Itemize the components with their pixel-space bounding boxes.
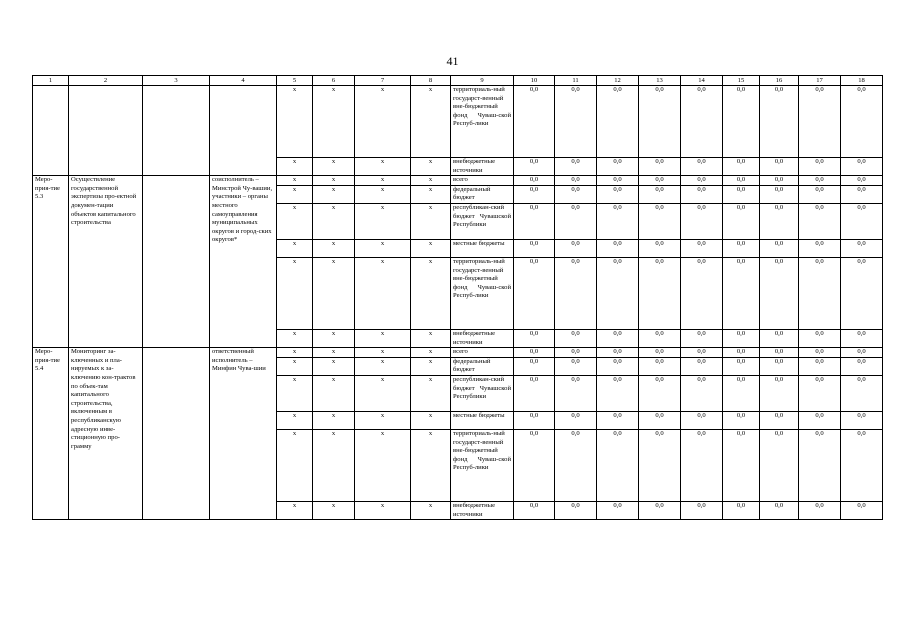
value-cell: 0,0 <box>841 329 883 347</box>
measure-name: Осуществление государственной экспертизы про-ектной докумен-тации объектов капитального строительства <box>69 176 143 348</box>
value-cell: 0,0 <box>723 375 760 411</box>
value-cell: 0,0 <box>639 375 681 411</box>
value-cell: 0,0 <box>514 329 555 347</box>
column-number-8: 8 <box>411 76 451 86</box>
x-cell: х <box>313 501 355 519</box>
value-cell: 0,0 <box>597 86 639 158</box>
x-cell: х <box>277 203 313 239</box>
empty-cell <box>143 86 210 176</box>
column-number-13: 13 <box>639 76 681 86</box>
value-cell: 0,0 <box>799 357 841 375</box>
value-cell: 0,0 <box>799 158 841 176</box>
value-cell: 0,0 <box>597 185 639 203</box>
column-number-1: 1 <box>33 76 69 86</box>
value-cell: 0,0 <box>760 375 799 411</box>
value-cell: 0,0 <box>681 86 723 158</box>
x-cell: х <box>411 329 451 347</box>
column-number-18: 18 <box>841 76 883 86</box>
value-cell: 0,0 <box>760 176 799 186</box>
column-number-6: 6 <box>313 76 355 86</box>
responsible-executor: ответственный исполнитель – Минфин Чува-шии <box>210 348 277 520</box>
value-cell: 0,0 <box>597 429 639 501</box>
x-cell: х <box>313 411 355 429</box>
funding-source: республикан-ский бюджет Чувашской Республики <box>451 375 514 411</box>
value-cell: 0,0 <box>799 501 841 519</box>
x-cell: х <box>277 429 313 501</box>
x-cell: х <box>355 86 411 158</box>
value-cell: 0,0 <box>841 429 883 501</box>
value-cell: 0,0 <box>514 429 555 501</box>
x-cell: х <box>277 257 313 329</box>
value-cell: 0,0 <box>555 357 597 375</box>
value-cell: 0,0 <box>681 375 723 411</box>
x-cell: х <box>355 257 411 329</box>
column-number-12: 12 <box>597 76 639 86</box>
value-cell: 0,0 <box>514 203 555 239</box>
x-cell: х <box>411 86 451 158</box>
value-cell: 0,0 <box>760 357 799 375</box>
x-cell: х <box>411 176 451 186</box>
value-cell: 0,0 <box>555 257 597 329</box>
value-cell: 0,0 <box>639 185 681 203</box>
value-cell: 0,0 <box>760 411 799 429</box>
column-number-14: 14 <box>681 76 723 86</box>
value-cell: 0,0 <box>639 203 681 239</box>
x-cell: х <box>411 375 451 411</box>
value-cell: 0,0 <box>799 375 841 411</box>
table-row <box>33 176 883 186</box>
value-cell: 0,0 <box>799 203 841 239</box>
value-cell: 0,0 <box>514 501 555 519</box>
value-cell: 0,0 <box>760 239 799 257</box>
value-cell: 0,0 <box>799 329 841 347</box>
x-cell: х <box>313 375 355 411</box>
value-cell: 0,0 <box>799 411 841 429</box>
column-number-row <box>33 76 883 86</box>
x-cell: х <box>277 86 313 158</box>
value-cell: 0,0 <box>723 158 760 176</box>
x-cell: х <box>277 185 313 203</box>
value-cell: 0,0 <box>639 429 681 501</box>
value-cell: 0,0 <box>597 348 639 358</box>
value-cell: 0,0 <box>639 158 681 176</box>
value-cell: 0,0 <box>555 411 597 429</box>
funding-source: всего <box>451 176 514 186</box>
value-cell: 0,0 <box>555 375 597 411</box>
value-cell: 0,0 <box>799 348 841 358</box>
x-cell: х <box>277 329 313 347</box>
value-cell: 0,0 <box>681 429 723 501</box>
value-cell: 0,0 <box>555 176 597 186</box>
value-cell: 0,0 <box>639 257 681 329</box>
x-cell: х <box>277 239 313 257</box>
column-number-9: 9 <box>451 76 514 86</box>
column-number-16: 16 <box>760 76 799 86</box>
value-cell: 0,0 <box>760 257 799 329</box>
x-cell: х <box>355 411 411 429</box>
x-cell: х <box>313 348 355 358</box>
value-cell: 0,0 <box>760 185 799 203</box>
value-cell: 0,0 <box>799 257 841 329</box>
column-number-4: 4 <box>210 76 277 86</box>
funding-source: федеральный бюджет <box>451 185 514 203</box>
x-cell: х <box>411 348 451 358</box>
value-cell: 0,0 <box>841 501 883 519</box>
value-cell: 0,0 <box>760 501 799 519</box>
value-cell: 0,0 <box>799 176 841 186</box>
value-cell: 0,0 <box>597 239 639 257</box>
value-cell: 0,0 <box>639 348 681 358</box>
value-cell: 0,0 <box>681 411 723 429</box>
funding-source: всего <box>451 348 514 358</box>
value-cell: 0,0 <box>841 239 883 257</box>
x-cell: х <box>355 158 411 176</box>
value-cell: 0,0 <box>597 257 639 329</box>
value-cell: 0,0 <box>760 203 799 239</box>
value-cell: 0,0 <box>723 203 760 239</box>
x-cell: х <box>313 239 355 257</box>
x-cell: х <box>411 185 451 203</box>
x-cell: х <box>313 203 355 239</box>
value-cell: 0,0 <box>723 257 760 329</box>
value-cell: 0,0 <box>681 203 723 239</box>
value-cell: 0,0 <box>723 86 760 158</box>
column-number-7: 7 <box>355 76 411 86</box>
table-row <box>33 348 883 358</box>
value-cell: 0,0 <box>555 329 597 347</box>
funding-source: территориаль-ный государст-венный вне-бюджетный фонд Чуваш-ской Респуб-лики <box>451 257 514 329</box>
value-cell: 0,0 <box>841 357 883 375</box>
empty-cell <box>33 86 69 176</box>
x-cell: х <box>411 158 451 176</box>
value-cell: 0,0 <box>760 429 799 501</box>
value-cell: 0,0 <box>799 86 841 158</box>
column-number-15: 15 <box>723 76 760 86</box>
funding-source: территориаль-ный государст-венный вне-бюджетный фонд Чуваш-ской Респуб-лики <box>451 429 514 501</box>
value-cell: 0,0 <box>555 239 597 257</box>
value-cell: 0,0 <box>799 185 841 203</box>
value-cell: 0,0 <box>514 357 555 375</box>
value-cell: 0,0 <box>639 239 681 257</box>
value-cell: 0,0 <box>597 411 639 429</box>
value-cell: 0,0 <box>760 348 799 358</box>
x-cell: х <box>355 329 411 347</box>
value-cell: 0,0 <box>723 348 760 358</box>
value-cell: 0,0 <box>681 158 723 176</box>
measure-name: Мониторинг за-ключенных и пла-нируемых к за-ключению кон-трактов по объек-там капитального строительства, включенным в республиканскую адресную инве-стиционную про-грамму <box>69 348 143 520</box>
x-cell: х <box>355 348 411 358</box>
funding-source: внебюджетные источники <box>451 329 514 347</box>
value-cell: 0,0 <box>723 329 760 347</box>
x-cell: х <box>313 185 355 203</box>
x-cell: х <box>277 501 313 519</box>
value-cell: 0,0 <box>514 176 555 186</box>
value-cell: 0,0 <box>841 158 883 176</box>
value-cell: 0,0 <box>514 86 555 158</box>
value-cell: 0,0 <box>639 411 681 429</box>
x-cell: х <box>313 158 355 176</box>
funding-source: местные бюджеты <box>451 411 514 429</box>
value-cell: 0,0 <box>639 501 681 519</box>
value-cell: 0,0 <box>555 203 597 239</box>
x-cell: х <box>411 429 451 501</box>
value-cell: 0,0 <box>555 348 597 358</box>
value-cell: 0,0 <box>841 176 883 186</box>
value-cell: 0,0 <box>723 185 760 203</box>
x-cell: х <box>313 86 355 158</box>
x-cell: х <box>277 411 313 429</box>
value-cell: 0,0 <box>841 257 883 329</box>
column-number-10: 10 <box>514 76 555 86</box>
table-body <box>33 76 883 520</box>
value-cell: 0,0 <box>723 239 760 257</box>
table-row <box>33 86 883 158</box>
value-cell: 0,0 <box>639 329 681 347</box>
x-cell: х <box>313 429 355 501</box>
funding-source: федеральный бюджет <box>451 357 514 375</box>
value-cell: 0,0 <box>514 411 555 429</box>
x-cell: х <box>355 185 411 203</box>
x-cell: х <box>313 357 355 375</box>
value-cell: 0,0 <box>514 158 555 176</box>
column-number-11: 11 <box>555 76 597 86</box>
value-cell: 0,0 <box>639 176 681 186</box>
value-cell: 0,0 <box>597 357 639 375</box>
funding-source: внебюджетные источники <box>451 501 514 519</box>
value-cell: 0,0 <box>681 185 723 203</box>
value-cell: 0,0 <box>597 176 639 186</box>
value-cell: 0,0 <box>681 348 723 358</box>
x-cell: х <box>355 375 411 411</box>
x-cell: х <box>277 158 313 176</box>
column-number-3: 3 <box>143 76 210 86</box>
x-cell: х <box>355 357 411 375</box>
value-cell: 0,0 <box>514 239 555 257</box>
value-cell: 0,0 <box>723 411 760 429</box>
value-cell: 0,0 <box>514 375 555 411</box>
value-cell: 0,0 <box>681 239 723 257</box>
value-cell: 0,0 <box>841 86 883 158</box>
value-cell: 0,0 <box>681 329 723 347</box>
column-number-5: 5 <box>277 76 313 86</box>
empty-cell <box>69 86 143 176</box>
value-cell: 0,0 <box>555 158 597 176</box>
value-cell: 0,0 <box>681 257 723 329</box>
value-cell: 0,0 <box>841 348 883 358</box>
value-cell: 0,0 <box>597 501 639 519</box>
value-cell: 0,0 <box>555 501 597 519</box>
x-cell: х <box>411 501 451 519</box>
value-cell: 0,0 <box>597 375 639 411</box>
value-cell: 0,0 <box>555 185 597 203</box>
value-cell: 0,0 <box>723 357 760 375</box>
value-cell: 0,0 <box>555 429 597 501</box>
empty-cell <box>210 86 277 176</box>
x-cell: х <box>313 176 355 186</box>
x-cell: х <box>277 357 313 375</box>
x-cell: х <box>355 176 411 186</box>
empty-cell <box>143 176 210 348</box>
program-table <box>32 75 883 520</box>
x-cell: х <box>411 411 451 429</box>
value-cell: 0,0 <box>514 185 555 203</box>
value-cell: 0,0 <box>841 375 883 411</box>
value-cell: 0,0 <box>639 86 681 158</box>
x-cell: х <box>277 176 313 186</box>
value-cell: 0,0 <box>597 203 639 239</box>
x-cell: х <box>355 501 411 519</box>
value-cell: 0,0 <box>681 176 723 186</box>
measure-label: Меро-прия-тие 5.4 <box>33 348 69 520</box>
measure-label: Меро-прия-тие 5.3 <box>33 176 69 348</box>
value-cell: 0,0 <box>841 185 883 203</box>
value-cell: 0,0 <box>723 501 760 519</box>
x-cell: х <box>277 348 313 358</box>
value-cell: 0,0 <box>760 86 799 158</box>
value-cell: 0,0 <box>681 357 723 375</box>
empty-cell <box>143 348 210 520</box>
x-cell: х <box>313 329 355 347</box>
x-cell: х <box>355 239 411 257</box>
responsible-executor: соисполнитель – Минстрой Чу-вашии, участники – органы местного самоуправления муниципальных округов и город-ских округов* <box>210 176 277 348</box>
value-cell: 0,0 <box>514 348 555 358</box>
value-cell: 0,0 <box>799 429 841 501</box>
value-cell: 0,0 <box>760 329 799 347</box>
column-number-17: 17 <box>799 76 841 86</box>
value-cell: 0,0 <box>723 429 760 501</box>
value-cell: 0,0 <box>597 329 639 347</box>
value-cell: 0,0 <box>723 176 760 186</box>
value-cell: 0,0 <box>799 239 841 257</box>
x-cell: х <box>411 203 451 239</box>
x-cell: х <box>355 429 411 501</box>
funding-source: республикан-ский бюджет Чувашской Республики <box>451 203 514 239</box>
value-cell: 0,0 <box>639 357 681 375</box>
x-cell: х <box>411 239 451 257</box>
funding-source: территориаль-ный государст-венный вне-бюджетный фонд Чуваш-ской Респуб-лики <box>451 86 514 158</box>
x-cell: х <box>355 203 411 239</box>
value-cell: 0,0 <box>681 501 723 519</box>
x-cell: х <box>411 257 451 329</box>
funding-source: внебюджетные источники <box>451 158 514 176</box>
x-cell: х <box>313 257 355 329</box>
value-cell: 0,0 <box>760 158 799 176</box>
x-cell: х <box>411 357 451 375</box>
funding-source: местные бюджеты <box>451 239 514 257</box>
page-number: 41 <box>446 54 459 68</box>
value-cell: 0,0 <box>841 411 883 429</box>
value-cell: 0,0 <box>555 86 597 158</box>
value-cell: 0,0 <box>841 203 883 239</box>
value-cell: 0,0 <box>597 158 639 176</box>
column-number-2: 2 <box>69 76 143 86</box>
value-cell: 0,0 <box>514 257 555 329</box>
x-cell: х <box>277 375 313 411</box>
